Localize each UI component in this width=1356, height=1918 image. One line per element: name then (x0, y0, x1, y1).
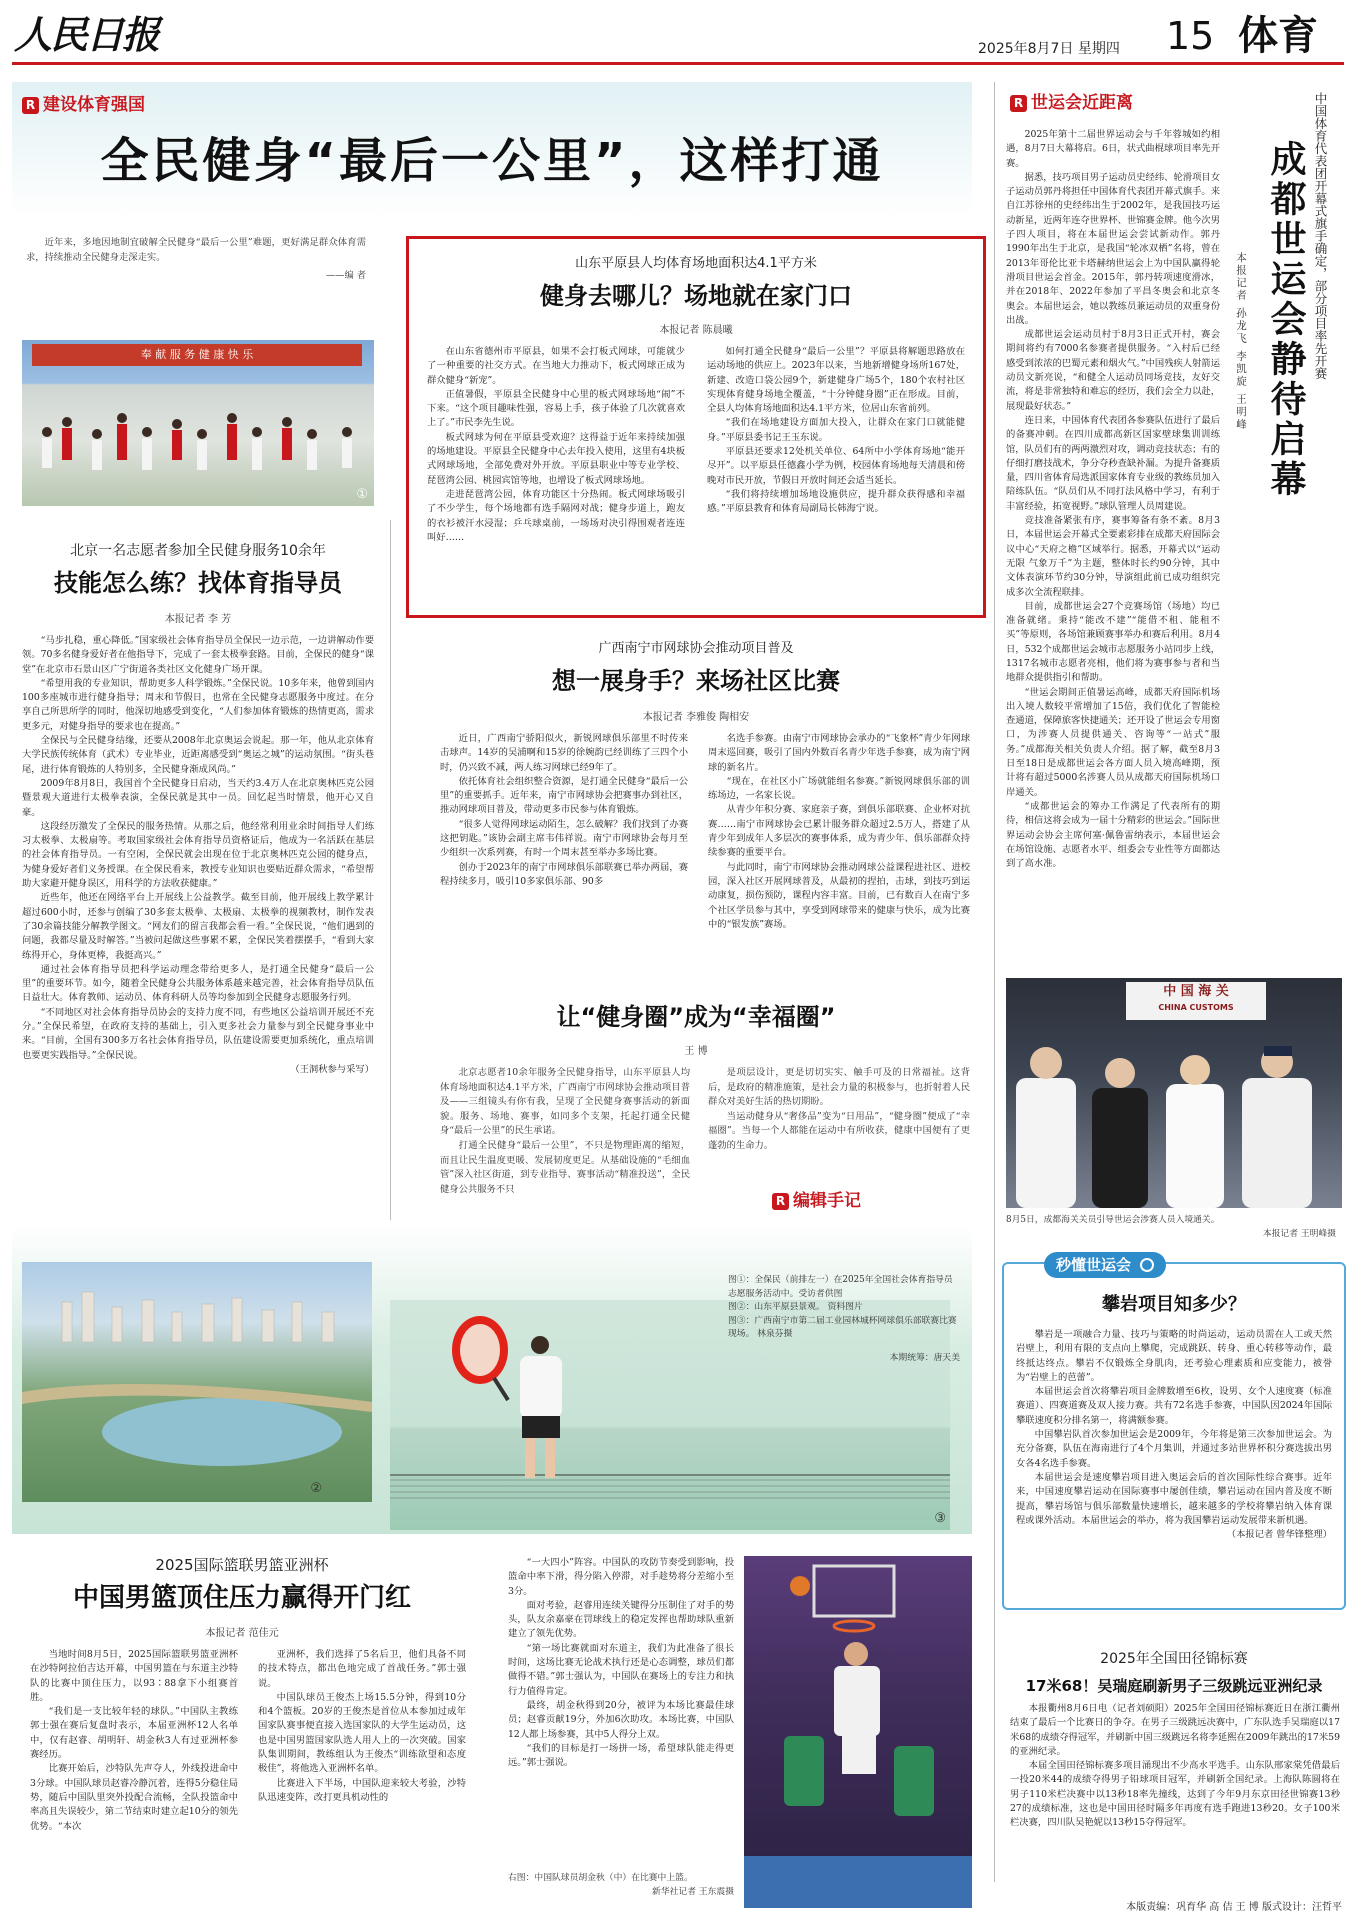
art2-byline: 本报记者 李 芳 (164, 614, 232, 625)
photo-customs (1006, 978, 1342, 1208)
editor-sign: ——编 者 (325, 270, 366, 282)
side3-title: 17米68！吴瑞庭刷新男子三级跳远亚洲纪录 (1025, 1677, 1323, 1695)
customs-caption: 8月5日，成都海关关员引导世运会涉赛人员入境通关。 (1006, 1215, 1220, 1225)
design-credit: 本期统筹：唐天美 (889, 1352, 960, 1363)
photo-taichi (22, 340, 374, 506)
side3-kicker: 2025年全国田径锦标赛 (1100, 1651, 1248, 1667)
photo-number-3: ③ (934, 1511, 946, 1526)
issue-date: 2025年8月7日 星期四 (978, 41, 1120, 57)
side2-title: 攀岩项目知多少？ (1102, 1294, 1246, 1315)
art3-byline: 本报记者 李雅俊 陶相安 (642, 712, 750, 723)
page-number: 15 (1166, 14, 1215, 58)
side1-vertical-title: 成都世运会静待启幕 (1265, 140, 1306, 500)
paper-logo: 人民日报 (14, 12, 159, 57)
side1-vertical-kicker: 中国体育代表团开幕式旗手确定，部分项目率先开赛 (1313, 92, 1328, 380)
side1-body: 2025年第十二届世界运动会与千年蓉城如约相遇，8月7日大幕将启。6日，状式曲棍球项目率先开赛。 据悉，技巧项目男子运动员史经纬、轮滑项目女子运动员郭丹将担任中国体育代表团开幕式旗手。来自江苏徐州的史经纬出生于2002年，是我国技巧运动新星，近两年连夺世界杯、世锦赛金牌。他今次男子四人项目，将在本届世运会尝试新动作。郭丹1990年出生于北京，是我国“轮冰双栖”名将，曾在2013年哥伦比亚卡塔赫纳世运会上为中国队赢得轮滑项目世运会首金。2015年，郭丹转项速度滑冰，并在2018年、2022年参加了平昌冬奥会和北京冬奥会。本届世运会，她以教练员兼运动员的双重身份出战。 成都世运会运动员村于8月3日正式开村，赛会期间将约有7000名参赛者提供服务。“入村后已经感受到浓浓的巴蜀元素和烟火气。”中国残疾人射箭运动员文新亮说，“和健全人运动员同场竞技，友好交流，将是非常独特和难忘的经历，我们会全力以赴，展现最好状态。” 连日来，中国体育代表团各参赛队伍进行了最后的备赛冲刺。在四川成都高新区国家壁球集训训练馆，队员们有的两两激烈对攻，调动竞技状态；有的仔细打磨技战术，争分夺秒查缺补漏。为提升备赛质量，四川省体育局选派国家体育专业级的教练员加入陪练队伍。“队员们从不同打法风格中学习，有利于丰富经验，拓宽视野。”球队管理人员周建说。 竞技准备紧张有序，赛事筹备有条不紊。8月3日，本届世运会开幕式全要素彩排在成都天府国际会议中心“天府之檐”区域举行。据悉，开幕式以“运动无限 气象万千”为主题，整体时长约90分钟，其中文体表演环节约30分钟，导演组此前已成功组织完成多次全流程联排。 目前，成都世运会27个竞赛场馆（场地）均已准备就绪。秉持“能改不建”“能借不租、能租不买”等原则，各场馆兼顾赛事举办和赛后利用。8月4日，532个成都世运会城市志愿服务小站同步上线，1317名城市志愿者亮相，他们将为赛事参与者和当地群众提供指引和帮助。 “世运会期间正值暑运高峰，成都天府国际机场出入境人数较平常增加了15倍，我们优化了智能检查通道，保障旅客快捷通关；还开设了世运会专用窗口，为涉赛人员提供通关、咨询等“一站式”服务。”成都海关相关负责人介绍。据了解，截至8月3日至18日是成都世运会各方面人员入境高峰期，预计将有超过5000名涉赛人员从成都天府国际机场口岸通关。 “成都世运会的筹办工作满足了代表所有的期待，相信这将会成为一届十分精彩的世运会。”国际世界运动会协会主席何塞·佩鲁雷纳表示，本届世运会在场馆设施、志愿者水平、组委会专业性等方面都达到了高水准。 (1006, 129, 1220, 870)
divider-left (390, 520, 391, 1220)
masthead (0, 0, 1356, 70)
art4-col2: 亚洲杯，我们选择了5名后卫，他们具备不同的技术特点，都出色地完成了首战任务。”郭士强说。 中国队球员王俊杰上场15.5分钟，得到10分和4个篮板。20岁的王俊杰是首位从本参加过成年国家队赛事便直接入选国家队的大学生运动员，这也是中国男篮国家队选人用人上的一次突破。国家队集训期间，教练组认为王俊杰“训练欲望和态度极佳”，将他选入亚洲杯名单。 比赛进入下半场，中国队迎来较大考验，沙特队迅速变阵，改打更具机动性的 (258, 1649, 466, 1803)
divider-right (994, 82, 995, 1882)
side2-body: 攀岩是一项融合力量、技巧与策略的时尚运动，运动员需在人工或天然岩壁上，利用有限的支点向上攀爬，完成跳跃、转身、重心转移等动作，最终抵达终点。攀岩不仅锻炼全身肌肉，还考验心理素质和应变能力，被誉为“岩壁上的芭蕾”。 本届世运会首次将攀岩项目金牌数增至6枚，设男、女个人速度赛（标准赛道）、四赛道赛及双人接力赛。共有72名选手参赛，中国队因2024年国际攀联速度积分排名第一，将满额参赛。 中国攀岩队首次参加世运会是2009年，今年将是第三次参加世运会。为充分备赛，队伍在海南进行了4个月集训，并通过多站世界杯积分赛选拔出男女各4名选手参赛。 本届世运会是速度攀岩项目进入奥运会后的首次国际性综合赛事。近年来，中国速度攀岩运动在国际赛事中屡创佳绩，攀岩运动在国内普及度不断提高，攀岩场馆与俱乐部数量快速增长，越来越多的学校将攀岩纳入体育课程或课外活动。本届世运会的举办，将为我国攀岩运动发展带来新机遇。 （本报记者 曾华锋整理） (1016, 1328, 1332, 1542)
side1-reporters: 本报记者 孙龙飞 李凯旋 王明峰 (1235, 252, 1247, 431)
art2-kicker: 北京一名志愿者参加全民健身服务10余年 (70, 543, 326, 559)
art4-col3: “一大四小”阵容。中国队的攻防节奏受到影响，投篮命中率下滑，得分陷入停滞，对手趁势将分差缩小至3分。 面对考验，赵睿用连续关键得分压制住了对手的势头，队友余嘉豪在罚球线上的稳定发挥也帮助球队重新建立了领先优势。 “第一场比赛就面对东道主，我们为此准备了很长时间，这场比赛无论战术执行还是心态调整，球员们都做得不错。”郭士强认为，中国队在赛场上的专注力和执行力值得肯定。 最终，胡金秋得到20分，被评为本场比赛最佳球员；赵睿贡献19分，外加6次助攻。本场比赛，中国队12人都上场参赛，其中5人得分上双。 “我们的目标是打一场拼一场，希望球队能走得更远。”郭士强说。 (508, 1557, 734, 1769)
photo-aerial-city (22, 1262, 372, 1502)
art4-kicker: 2025国际篮联男篮亚洲杯 (155, 1556, 329, 1574)
side2-sign: （本报记者 曾华锋整理） (1226, 1529, 1332, 1541)
art3-title: 想一展身手？来场社区比赛 (552, 667, 840, 695)
aerial-city-graphic (22, 1262, 372, 1502)
r-icon: R (772, 1193, 789, 1210)
art3-kicker: 广西南宁市网球协会推动项目普及 (598, 641, 794, 656)
clock-icon (1140, 1258, 1154, 1272)
photo-captions: 图①：全保民（前排左一）在2025年全国社会体育指导员志愿服务活动中。受访者供图 图②：山东平原县景观。 资料图片 图③：广西南宁市第二届工业园林城杯网球俱乐部联赛比赛现场。 林泉芬摄 本期统筹：唐天美 (728, 1274, 960, 1365)
photo-number-2: ② (310, 1481, 322, 1496)
section-label-biji: R 编辑手记 (772, 1190, 861, 1212)
article-box-pingyuan (406, 236, 986, 618)
section-name: 体育 (1238, 12, 1318, 59)
top-banner (12, 82, 972, 217)
art3-col2: 名选手参赛。由南宁市网球协会承办的“飞象杯”青少年网球周末巡回赛，吸引了国内外数百名青少年选手参赛，成为南宁网球的新名片。 “现在，在社区小广场就能组名参赛。”新锐网球俱乐部的训练场边，一名家长说。 从青少年积分赛、家庭亲子赛，到俱乐部联赛、企业杯对抗赛……南宁市网球协会已累计服务群众超过2.5万人，搭建了从青少年到成年人多层次的赛事体系，成为青少年、俱乐部群众持续参赛的重要平台。 与此同时，南宁市网球协会推动网球公益课程进社区、进校园，深入社区开展网球普及，从最初的捏拍，击球，到技巧到运动康复，损伤预防，课程内容丰富。目前，已有数百人在南宁多个社区学员参与其中，享受到网球带来的健康与快乐，成为比赛中的“银发族”赛场。 (708, 733, 970, 930)
essay-title: 让“健身圈”成为“幸福圈” (556, 1003, 836, 1031)
performer-figures (22, 380, 374, 506)
art2-body: “马步扎稳，重心降低。”国家级社会体育指导员全保民一边示范，一边讲解动作要领。70多名健身爱好者在他指导下，完成了一套太极拳套路。目前，全保民的健身“课堂”在北京市石景山区广宁街道各类社区文化健身广场开课。 “希望用我的专业知识，帮助更多人科学锻炼。”全保民说。10多年来，他曾到国内100多座城市进行健身指导；周末和节假日，也常在全民健身志愿服务中度过。在分享自己所思所学的同时，他深切地感受到变化，“人们参加体育锻炼的热情更高，需求更多元，对健身指导的要求也在提高。” 全保民与全民健身结缘，还要从2008年北京奥运会说起。那一年，他从北京体育大学民族传统体育（武术）专业毕业，近距离感受到“奥运之城”的运动氛围。“街头巷尾，进行体育锻炼的人特别多，全民健身渐成风尚。” 2009年8月8日，我国首个全民健身日启动，当天约3.4万人在北京奥林匹克公园暨景观大道进行太极拳表演，全保民就是其中一员。回忆起当时情景，他开心又自豪。 这段经历激发了全保民的服务热情。从那之后，他经常利用业余时间指导人们练习太极拳、太极扇等。考取国家级社会体育指导员资格证后，他成为一名活跃在基层的社会体育指导员。一有空闲，全保民就会出现在位于北京奥林匹克公园的健身点，为健身爱好者们义务授课。在全保民看来，教授专业知识也要贴近群众需求，“希望帮助大家避开健身误区，用科学的方法收获健康。” 近些年，他还在网络平台上开展线上公益教学。截至目前，他开展线上教学累计超过600小时，还参与创编了30多套太极拳、太极扇、太极拳的视频教材，制作发表了30余篇技能分解教学图文。“网友们的留言我都会看一看。”全保民说，“他们遇到的问题，我都尽量及时解答。”当被问起做这些事累不累，全保民笑着摆摆手，“看到大家练得开心，身体更棒，我挺高兴。” 通过社会体育指导员把科学运动理念带给更多人，是打通全民健身“最后一公里”的重要环节。如今，随着全民健身公共服务体系越来越完善，社会体育指导员队伍日益壮大。体育教师、运动员、体育科研人员等均参加到全民健身志愿服务行列。 “不同地区对社会体育指导员协会的支持力度不同，有些地区公益培训开展还不充分。”全保民希望，在政府支持的基础上，引入更多社会力量参与到全民健身事业中来。“目前，全国有300多万名社会体育指导员，队伍建设需要更加系统化，重点培训也要更实践指导。”全保民说。 （王洞秋参与采写） (22, 634, 374, 1214)
editor-note (26, 236, 366, 284)
art1-kicker: 山东平原县人均体育场地面积达4.1平方米 (575, 256, 817, 271)
art4-byline: 本报记者 范佳元 (205, 1628, 279, 1639)
art4-caption: 右图：中国队球员胡金秋（中）在比赛中上篮。 新华社记者 王东震摄 (508, 1873, 734, 1897)
main-headline: 全民健身“最后一公里”，这样打通 (100, 133, 884, 189)
art3-col1: 近日，广西南宁骄阳似火，新锐网球俱乐部里不时传来击球声。14岁的吴浦啊和15岁的徐婉韵已经训练了三四个小时，仍兴致不减，两人练习网球已经9年了。 依托体育社会组织整合资源，是打通全民健身“最后一公里”的重要抓手。近年来，南宁市网球协会把赛事办到社区，推动网球项目普及，带动更多市民参与体育锻炼。 “很多人觉得网球运动陌生，怎么破解？我们找到了办赛这把钥匙。”该协会副主席韦伟祥说。南宁市网球协会每月至少组织一次系列赛，有时一个周末甚至举办多场比赛。 创办于2023年的南宁市网球俱乐部联赛已举办两届，赛程持续多月，吸引10多家俱乐部、90多 (440, 733, 688, 887)
basketball-graphic (744, 1556, 972, 1908)
essay-author: 王 博 (684, 1046, 708, 1057)
side3-body: 本报衢州8月6日电（记者刘硕阳）2025年全国田径锦标赛近日在浙江衢州结束了最后一个比赛日的争夺。在男子三级跳远决赛中，广东队选手吴瑞庭以17米68的成绩夺得冠军，并刷新中国三级跳远名将李延熙在2009年跳出的17米59的亚洲纪录。 本届全国田径锦标赛多项目涌现出不少高水平选手。山东队邢家棠凭借最后一投20米44的成绩夺得男子铅球项目冠军，并刷新全国纪录。上海队陈圆将在男子110米栏决赛中以13秒18率先撞线，达到了今年9月东京田径世锦赛13秒27的成绩标准，这也是中国田径时隔多年再度有选手跑进13秒20。女子100米栏决赛，四川队吴艳妮以13秒15夺得冠军。 (1010, 1703, 1340, 1829)
art1-byline: 本报记者 陈晨曦 (659, 325, 733, 336)
art1-title: 健身去哪儿？场地就在家门口 (540, 282, 852, 310)
customs-sign: 中 国 海 关 CHINA CUSTOMS (1126, 982, 1266, 1020)
art4-title: 中国男篮顶住压力赢得开门红 (72, 1583, 411, 1613)
photo-basketball (744, 1556, 972, 1908)
art4-col1: 当地时间8月5日，2025国际篮联男篮亚洲杯在沙特阿拉伯吉达开幕，中国男篮在与东道主沙特队的比赛中顶住压力，以93∶88拿下小组赛首胜。 “我们是一支比较年轻的球队。”中国队主教练郭士强在赛后复盘时表示，本届亚洲杯12人名单中，仅有赵睿、胡明轩、胡金秋3人有过亚洲杯参赛经历。 比赛开始后，沙特队先声夺人，外线投进命中3分球。中国队球员赵睿冷静沉着，连得5分稳住局势，随后中国队里突外投配合流畅，全队投篮命中率高且失误较少，第二节结束时建立起10分的领先优势。“本次 (30, 1649, 238, 1832)
editor-intro: 近年来，多地因地制宜破解全民健身“最后一公里”难题，更好满足群众体育需求，持续推动全民健身走深走实。 (26, 237, 366, 263)
photo-number-1: ① (356, 487, 368, 502)
art2-title: 技能怎么练？找体育指导员 (54, 569, 342, 597)
r-icon: R (1010, 95, 1027, 112)
section-label-shiyunhui: R 世运会近距离 (1010, 92, 1133, 114)
essay-col2: 是项层设计，更是切切实实、触手可及的日常福祉。这背后，是政府的精准施策，是社会力量的积极参与，也折射着人民群众对美好生活的热切期盼。 当运动健身从“奢侈品”变为“日用品”，“健身圈”便成了“幸福圈”。当每一个人都能在运动中有所收获，健康中国便有了更蓬勃的生命力。 (708, 1067, 970, 1151)
section-label-jianshe: R 建设体育强国 (22, 94, 145, 116)
r-icon: R (22, 97, 39, 114)
art1-col1: 在山东省德州市平原县，如果不会打板式网球，可能就少了一种重要的社交方式。在当地大力推动下，板式网球正成为群众健身“新宠”。 正值暑假，平原县全民健身中心里的板式网球场地“闹”不下来。“这个项目趣味性强，容易上手，孩子体验了几次就喜欢上了。”市民李先生说。 板式网球为何在平原县受欢迎？这得益于近年来持续加强的场地建设。平原县全民健身中心去年投入使用，这里有4块板式网球场地，全部免费对外开放。平原县职业中等专业学校、琵琶湾公园、桃园宾馆等地，也增设了板式网球场地。 走进琵琶湾公园，体育功能区十分热闹。板式网球场吸引了不少学生，每个场地都有选手隔网对战；健身步道上，跑友的衣衫被汗水浸湿；乒乓球桌前，一场场对决引得围观者连连叫好…… (427, 346, 685, 543)
art2-sign: （王洞秋参与采写） (290, 1063, 374, 1075)
side2-box (1002, 1256, 1346, 1610)
customs-people-graphic (1006, 1018, 1342, 1208)
essay-col1: 北京志愿者10余年服务全民健身指导，山东平原县人均体育场地面积达4.1平方米，广西南宁市网球协会推动项目普及——三组镜头有你有我，呈现了全民健身赛事活动的新面貌。服务、场地、赛事，如同多个支架，托起打通全民健身“最后一公里”的民生承诺。 打通全民健身“最后一公里”，不只是物理距离的缩短，而且让民生温度更暖、发展韧度更足。从基础设施的“毛细血管”深入社区街道，到专业指导、赛事活动“精准投送”，全民健身公共服务不只 (440, 1067, 690, 1195)
footer-credits: 本版责编：巩育华 高 佶 王 博 版式设计：汪哲平 (1126, 1902, 1342, 1913)
customs-credit: 本报记者 王明峰摄 (1262, 1229, 1336, 1239)
masthead-rule (12, 62, 1344, 65)
art1-col2: 如何打通全民健身“最后一公里”？平原县将解题思路放在运动场地的供应上。2023年以来，当地新增健身场所167处，新建、改造口袋公园9个，新建健身广场5个，180个农村社区实现体育健身场地全覆盖，“十分钟健身圈”正在形成。目前，全县人均体育场地面积达4.1平方米，位居山东省前列。 “我们在场地建设方面加大投入，让群众在家门口就能健身。”平原县委书记王玉东说。 平原县还要求12处机关单位、64所中小学体育场地“能开尽开”。以平原县任德鑫小学为例，校园体育场地每天清晨和傍晚对市民开放，节假日开放时间还会适当延长。 “我们将持续增加场地设施供应，提升群众获得感和幸福感。”平原县教育和体育局副局长韩海宁说。 (707, 346, 965, 515)
side2-badge: 秒懂世运会 (1044, 1252, 1166, 1278)
photo-banner: 奉 献 服 务 健 康 快 乐 (32, 344, 362, 366)
